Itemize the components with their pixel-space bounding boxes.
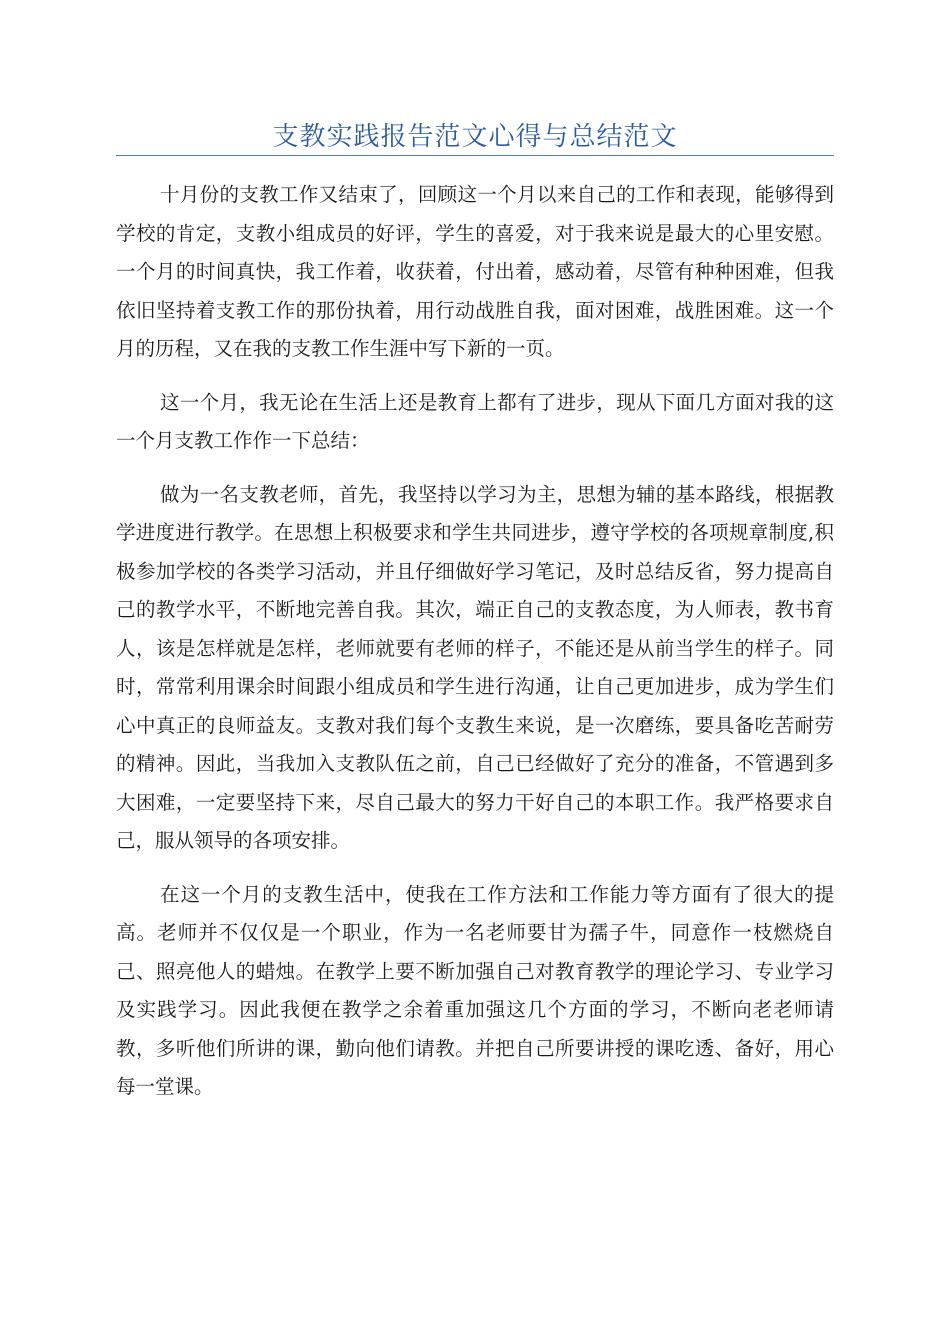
- paragraph-2: 这一个月，我无论在生活上还是教育上都有了进步，现从下面几方面对我的这一个月支教工作作一下总结：: [116, 390, 834, 452]
- page-title: 支教实践报告范文心得与总结范文: [272, 122, 678, 152]
- document-body: [116, 176, 834, 1122]
- paragraph-1: 十月份的支教工作又结束了，回顾这一个月以来自己的工作和表现，能够得到学校的肯定，支教小组成员的好评，学生的喜爱，对于我来说是最大的心里安慰。一个月的时间真快，我工作着，收获着，付出着，感动着，尽管有种种困难，但我依旧坚持着支教工作的那份执着，用行动战胜自我，面对困难，战胜困难。这一个月的历程，又在我的支教工作生涯中写下新的一页。: [116, 183, 834, 360]
- title-block: [116, 112, 834, 156]
- paragraph-3: 做为一名支教老师，首先，我坚持以学习为主，思想为辅的基本路线，根据教学进度进行教学。在思想上积极要求和学生共同进步，遵守学校的各项规章制度,积极参加学校的各类学习活动，并且仔细做好学习笔记，及时总结反省，努力提高自己的教学水平，不断地完善自我。其次，端正自己的支教态度，为人师表，教书育人，该是怎样就是怎样，老师就要有老师的样子，不能还是从前当学生的样子。同时，常常利用课余时间跟小组成员和学生进行沟通，让自己更加进步，成为学生们心中真正的良师益友。支教对我们每个支教生来说，是一次磨练，要具备吃苦耐劳的精神。因此，当我加入支教队伍之前，自己已经做好了充分的准备，不管遇到多大困难，一定要坚持下来，尽自己最大的努力干好自己的本职工作。我严格要求自己，服从领导的各项安排。: [116, 482, 834, 852]
- paragraph-4: 在这一个月的支教生活中，使我在工作方法和工作能力等方面有了很大的提高。老师并不仅仅是一个职业，作为一名老师要甘为孺子牛，同意作一枝燃烧自己、照亮他人的蜡烛。在教学上要不断加强自己对教育教学的理论学习、专业学习及实践学习。因此我便在教学之余着重加强这几个方面的学习，不断向老老师请教，多听他们所讲的课，勤向他们请教。并把自己所要讲授的课吃透、备好，用心每一堂课。: [116, 882, 834, 1098]
